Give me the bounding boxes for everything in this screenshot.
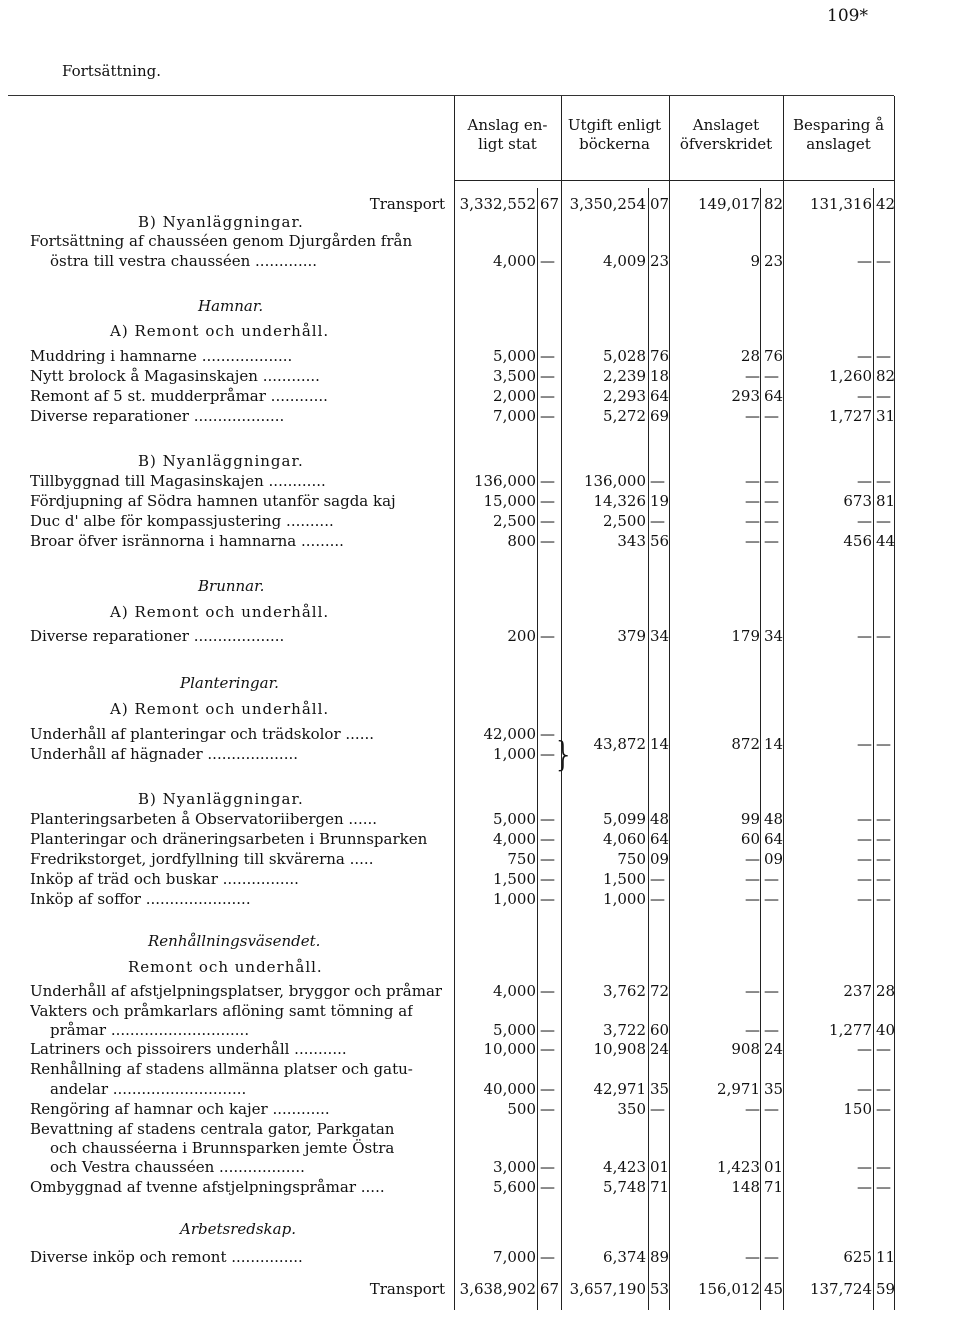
section-heading: B) Nyanläggningar.	[138, 790, 304, 808]
ore-cell: —	[876, 810, 891, 828]
amount-cell: 1,000	[493, 890, 536, 908]
amount-cell: 149,017	[697, 195, 760, 213]
ore-cell: —	[876, 512, 891, 530]
amount-cell: —	[745, 472, 760, 490]
ore-cell: —	[540, 407, 555, 425]
amount-cell: 10,000	[483, 1040, 536, 1058]
row-label: Muddring i hamnarne ...................	[30, 347, 293, 365]
ore-cell: —	[764, 492, 779, 510]
amount-cell: 1,423	[717, 1158, 760, 1176]
row-label: Vakters och pråmkarlars aflöning samt tömning af	[30, 1002, 413, 1020]
row-label: och chausséerna i Brunnsparken jemte Östra	[50, 1139, 395, 1157]
amount-cell: 3,000	[493, 1158, 536, 1176]
column-rule	[783, 96, 784, 1310]
amount-cell: 237	[843, 982, 872, 1000]
ore-cell: 34	[650, 627, 670, 645]
column-rule	[454, 96, 455, 1310]
row-label: Remont af 5 st. mudderpråmar ............	[30, 387, 328, 405]
amount-cell: 3,500	[493, 367, 536, 385]
ore-cell: —	[540, 1178, 555, 1196]
ore-cell: —	[540, 830, 555, 848]
section-heading: B) Nyanläggningar.	[138, 213, 304, 231]
amount-cell: —	[857, 252, 872, 270]
ore-cell: 35	[764, 1080, 784, 1098]
category-heading: Arbetsredskap.	[180, 1220, 296, 1238]
amount-cell: 908	[731, 1040, 760, 1058]
ore-cell: —	[876, 830, 891, 848]
column-header: Besparing å anslaget	[792, 116, 885, 153]
amount-cell: —	[745, 512, 760, 530]
ore-cell: —	[540, 532, 555, 550]
amount-cell: —	[857, 1158, 872, 1176]
amount-cell: 136,000	[583, 472, 646, 490]
amount-cell: 3,657,190	[569, 1280, 646, 1298]
amount-cell: —	[745, 407, 760, 425]
row-label: Diverse inköp och remont ...............	[30, 1248, 303, 1266]
row-label: Fortsättning af chausséen genom Djurgården från	[30, 232, 413, 250]
brace-mark: }	[553, 735, 575, 775]
row-label: Transport	[369, 195, 445, 213]
amount-cell: 131,316	[809, 195, 872, 213]
ore-cell: —	[876, 1178, 891, 1196]
amount-cell: —	[745, 890, 760, 908]
ore-cell: —	[650, 1100, 665, 1118]
ore-cell: 59	[876, 1280, 896, 1298]
row-label: Diverse reparationer ...................	[30, 407, 285, 425]
amount-cell: 379	[617, 627, 646, 645]
ore-cell: —	[540, 387, 555, 405]
column-rule	[648, 188, 649, 1310]
ore-cell: —	[764, 1021, 779, 1039]
ore-cell: —	[764, 512, 779, 530]
amount-cell: 6,374	[603, 1248, 646, 1266]
ore-cell: —	[540, 850, 555, 868]
row-label: Inköp af soffor ......................	[30, 890, 251, 908]
amount-cell: 5,000	[493, 347, 536, 365]
amount-cell: 750	[507, 850, 536, 868]
column-rule	[537, 188, 538, 1310]
amount-cell: 14,326	[593, 492, 646, 510]
ore-cell: 64	[650, 387, 670, 405]
row-label: Inköp af träd och buskar ................	[30, 870, 299, 888]
continuation-note: Fortsättning.	[62, 62, 162, 80]
amount-cell: —	[857, 890, 872, 908]
ore-cell: 14	[764, 735, 784, 753]
ore-cell: 09	[764, 850, 784, 868]
row-label: Latriners och pissoirers underhåll ...........	[30, 1040, 347, 1058]
amount-cell: —	[745, 1021, 760, 1039]
ore-cell: —	[540, 367, 555, 385]
amount-cell: 137,724	[809, 1280, 872, 1298]
ore-cell: 56	[650, 532, 670, 550]
ore-cell: —	[876, 1040, 891, 1058]
amount-cell: —	[857, 810, 872, 828]
ore-cell: —	[876, 890, 891, 908]
ore-cell: —	[876, 1100, 891, 1118]
amount-cell: 2,239	[603, 367, 646, 385]
amount-cell: —	[745, 1248, 760, 1266]
ore-cell: —	[764, 890, 779, 908]
ore-cell: —	[540, 810, 555, 828]
amount-cell: 750	[617, 850, 646, 868]
column-header: Utgift enligt böckerna	[567, 116, 662, 153]
column-header: Anslag en- ligt stat	[467, 116, 548, 153]
amount-cell: 42,000	[483, 725, 536, 743]
amount-cell: 1,260	[829, 367, 872, 385]
amount-cell: 3,332,552	[459, 195, 536, 213]
row-label: andelar ............................	[50, 1080, 247, 1098]
amount-cell: —	[745, 982, 760, 1000]
amount-cell: 179	[731, 627, 760, 645]
ore-cell: 01	[650, 1158, 670, 1176]
ore-cell: —	[540, 870, 555, 888]
amount-cell: 625	[843, 1248, 872, 1266]
amount-cell: —	[745, 367, 760, 385]
amount-cell: 5,748	[603, 1178, 646, 1196]
column-rule	[873, 188, 874, 1310]
amount-cell: 136,000	[473, 472, 536, 490]
amount-cell: —	[857, 870, 872, 888]
ore-cell: —	[764, 367, 779, 385]
ore-cell: 76	[650, 347, 670, 365]
category-heading: Renhållningsväsendet.	[148, 932, 321, 950]
amount-cell: —	[857, 1178, 872, 1196]
ore-cell: —	[764, 1100, 779, 1118]
amount-cell: 5,000	[493, 810, 536, 828]
ore-cell: —	[540, 492, 555, 510]
ore-cell: 24	[650, 1040, 670, 1058]
amount-cell: —	[745, 1100, 760, 1118]
amount-cell: 40,000	[483, 1080, 536, 1098]
ore-cell: —	[540, 982, 555, 1000]
ore-cell: 48	[764, 810, 784, 828]
ore-cell: —	[876, 870, 891, 888]
section-heading: B) Nyanläggningar.	[138, 452, 304, 470]
amount-cell: 456	[843, 532, 872, 550]
amount-cell: 4,060	[603, 830, 646, 848]
amount-cell: 99	[740, 810, 760, 828]
ore-cell: 14	[650, 735, 670, 753]
ore-cell: —	[540, 890, 555, 908]
amount-cell: 4,009	[603, 252, 646, 270]
amount-cell: 9	[750, 252, 760, 270]
header-rule	[454, 180, 894, 181]
table-top-rule	[8, 95, 894, 96]
amount-cell: —	[857, 627, 872, 645]
amount-cell: 42,971	[593, 1080, 646, 1098]
amount-cell: 2,293	[603, 387, 646, 405]
row-label: Planteringsarbeten å Observatoriibergen ......	[30, 810, 378, 828]
amount-cell: —	[857, 1080, 872, 1098]
amount-cell: 3,722	[603, 1021, 646, 1039]
ore-cell: —	[540, 252, 555, 270]
ore-cell: 28	[876, 982, 896, 1000]
category-heading: Hamnar.	[198, 297, 264, 315]
ore-cell: —	[650, 512, 665, 530]
ore-cell: 67	[540, 195, 560, 213]
column-rule	[561, 96, 562, 1310]
amount-cell: 7,000	[493, 1248, 536, 1266]
ore-cell: 82	[764, 195, 784, 213]
ore-cell: —	[540, 745, 555, 763]
ore-cell: —	[764, 472, 779, 490]
amount-cell: 4,000	[493, 830, 536, 848]
amount-cell: —	[745, 870, 760, 888]
ore-cell: —	[540, 512, 555, 530]
ore-cell: —	[650, 870, 665, 888]
amount-cell: —	[857, 735, 872, 753]
row-label: Duc d' albe för kompassjustering ..........	[30, 512, 334, 530]
ore-cell: 48	[650, 810, 670, 828]
ore-cell: 71	[650, 1178, 670, 1196]
row-label: pråmar .............................	[50, 1021, 250, 1039]
ore-cell: —	[540, 1100, 555, 1118]
row-label: Transport	[369, 1280, 445, 1298]
section-heading: A) Remont och underhåll.	[110, 322, 330, 340]
row-label: Fördjupning af Södra hamnen utanför sagda kaj	[30, 492, 396, 510]
amount-cell: 5,600	[493, 1178, 536, 1196]
ore-cell: 64	[764, 387, 784, 405]
ore-cell: —	[876, 347, 891, 365]
amount-cell: 150	[843, 1100, 872, 1118]
amount-cell: 156,012	[697, 1280, 760, 1298]
ore-cell: —	[540, 1080, 555, 1098]
ore-cell: —	[764, 1248, 779, 1266]
amount-cell: —	[857, 830, 872, 848]
amount-cell: 200	[507, 627, 536, 645]
section-heading: A) Remont och underhåll.	[110, 700, 330, 718]
amount-cell: 1,500	[603, 870, 646, 888]
ore-cell: 11	[876, 1248, 896, 1266]
amount-cell: —	[857, 1040, 872, 1058]
amount-cell: 2,000	[493, 387, 536, 405]
section-heading: A) Remont och underhåll.	[110, 603, 330, 621]
amount-cell: 28	[740, 347, 760, 365]
amount-cell: 1,000	[493, 745, 536, 763]
amount-cell: —	[857, 850, 872, 868]
row-label: Nytt brolock å Magasinskajen ............	[30, 367, 320, 385]
ore-cell: 67	[540, 1280, 560, 1298]
section-heading: Remont och underhåll.	[128, 958, 323, 976]
ore-cell: 42	[876, 195, 896, 213]
ore-cell: —	[876, 472, 891, 490]
amount-cell: 5,000	[493, 1021, 536, 1039]
ore-cell: 44	[876, 532, 896, 550]
ore-cell: 76	[764, 347, 784, 365]
amount-cell: 3,350,254	[569, 195, 646, 213]
ore-cell: 45	[764, 1280, 784, 1298]
ore-cell: 64	[650, 830, 670, 848]
ore-cell: —	[540, 1248, 555, 1266]
ore-cell: —	[540, 1158, 555, 1176]
amount-cell: 148	[731, 1178, 760, 1196]
ore-cell: —	[764, 532, 779, 550]
ore-cell: 23	[650, 252, 670, 270]
ore-cell: —	[764, 407, 779, 425]
ore-cell: —	[540, 1040, 555, 1058]
ore-cell: —	[540, 472, 555, 490]
column-rule	[760, 188, 761, 1310]
amount-cell: 3,638,902	[459, 1280, 536, 1298]
page-number: 109*	[827, 6, 868, 26]
ore-cell: 40	[876, 1021, 896, 1039]
amount-cell: 1,000	[603, 890, 646, 908]
ore-cell: 69	[650, 407, 670, 425]
ore-cell: 34	[764, 627, 784, 645]
amount-cell: 1,277	[829, 1021, 872, 1039]
row-label: Rengöring af hamnar och kajer ............	[30, 1100, 330, 1118]
ore-cell: —	[650, 472, 665, 490]
row-label: Underhåll af afstjelpningsplatser, bryggor och pråmar	[30, 982, 443, 1000]
amount-cell: 2,971	[717, 1080, 760, 1098]
column-header: Anslaget öfverskridet	[679, 116, 773, 153]
amount-cell: 1,727	[829, 407, 872, 425]
category-heading: Brunnar.	[198, 577, 265, 595]
ore-cell: —	[876, 627, 891, 645]
column-rule	[669, 96, 670, 1310]
ore-cell: 53	[650, 1280, 670, 1298]
ore-cell: —	[876, 252, 891, 270]
ore-cell: —	[540, 347, 555, 365]
row-label: Fredrikstorget, jordfyllning till skvärerna .....	[30, 850, 374, 868]
amount-cell: 43,872	[593, 735, 646, 753]
amount-cell: 5,272	[603, 407, 646, 425]
ore-cell: 31	[876, 407, 896, 425]
amount-cell: —	[745, 850, 760, 868]
amount-cell: 2,500	[493, 512, 536, 530]
amount-cell: 4,423	[603, 1158, 646, 1176]
amount-cell: 872	[731, 735, 760, 753]
ore-cell: —	[876, 1158, 891, 1176]
amount-cell: 5,028	[603, 347, 646, 365]
amount-cell: —	[857, 472, 872, 490]
amount-cell: 350	[617, 1100, 646, 1118]
row-label: Underhåll af hägnader ...................	[30, 745, 299, 763]
ore-cell: —	[540, 627, 555, 645]
amount-cell: 800	[507, 532, 536, 550]
amount-cell: 5,099	[603, 810, 646, 828]
amount-cell: 500	[507, 1100, 536, 1118]
amount-cell: 7,000	[493, 407, 536, 425]
ore-cell: 64	[764, 830, 784, 848]
ore-cell: —	[876, 850, 891, 868]
ore-cell: —	[876, 1080, 891, 1098]
column-rule	[894, 96, 895, 1310]
ore-cell: 19	[650, 492, 670, 510]
amount-cell: 4,000	[493, 252, 536, 270]
amount-cell: 293	[731, 387, 760, 405]
row-label: Ombyggnad af tvenne afstjelpningspråmar .....	[30, 1178, 385, 1196]
amount-cell: —	[857, 347, 872, 365]
row-label: Underhåll af planteringar och trädskolor ......	[30, 725, 374, 743]
ore-cell: 24	[764, 1040, 784, 1058]
ore-cell: —	[650, 890, 665, 908]
amount-cell: 343	[617, 532, 646, 550]
ore-cell: 72	[650, 982, 670, 1000]
amount-cell: 60	[740, 830, 760, 848]
ore-cell: —	[876, 387, 891, 405]
row-label: Renhållning af stadens allmänna platser och gatu-	[30, 1060, 413, 1078]
ore-cell: 71	[764, 1178, 784, 1196]
ore-cell: 07	[650, 195, 670, 213]
ore-cell: —	[540, 1021, 555, 1039]
row-label: Diverse reparationer ...................	[30, 627, 285, 645]
ore-cell: 35	[650, 1080, 670, 1098]
amount-cell: 10,908	[593, 1040, 646, 1058]
ore-cell: 82	[876, 367, 896, 385]
amount-cell: 4,000	[493, 982, 536, 1000]
ore-cell: 89	[650, 1248, 670, 1266]
amount-cell: —	[857, 387, 872, 405]
ore-cell: 18	[650, 367, 670, 385]
row-label: Broar öfver isrännorna i hamnarna .........	[30, 532, 344, 550]
row-label: östra till vestra chausséen .............	[50, 252, 318, 270]
ore-cell: 09	[650, 850, 670, 868]
row-label: Tillbyggnad till Magasinskajen ............	[30, 472, 326, 490]
row-label: Bevattning af stadens centrala gator, Parkgatan	[30, 1120, 395, 1138]
ore-cell: —	[764, 982, 779, 1000]
ore-cell: —	[764, 870, 779, 888]
ore-cell: 81	[876, 492, 896, 510]
ore-cell: 60	[650, 1021, 670, 1039]
amount-cell: 673	[843, 492, 872, 510]
amount-cell: —	[745, 492, 760, 510]
amount-cell: —	[857, 512, 872, 530]
ore-cell: —	[540, 725, 555, 743]
amount-cell: 15,000	[483, 492, 536, 510]
ore-cell: 01	[764, 1158, 784, 1176]
amount-cell: 2,500	[603, 512, 646, 530]
amount-cell: 1,500	[493, 870, 536, 888]
amount-cell: 3,762	[603, 982, 646, 1000]
amount-cell: —	[745, 532, 760, 550]
ore-cell: 23	[764, 252, 784, 270]
row-label: Planteringar och dräneringsarbeten i Brunnsparken	[30, 830, 428, 848]
ore-cell: —	[876, 735, 891, 753]
row-label: och Vestra chausséen ..................	[50, 1158, 305, 1176]
category-heading: Planteringar.	[180, 674, 279, 692]
